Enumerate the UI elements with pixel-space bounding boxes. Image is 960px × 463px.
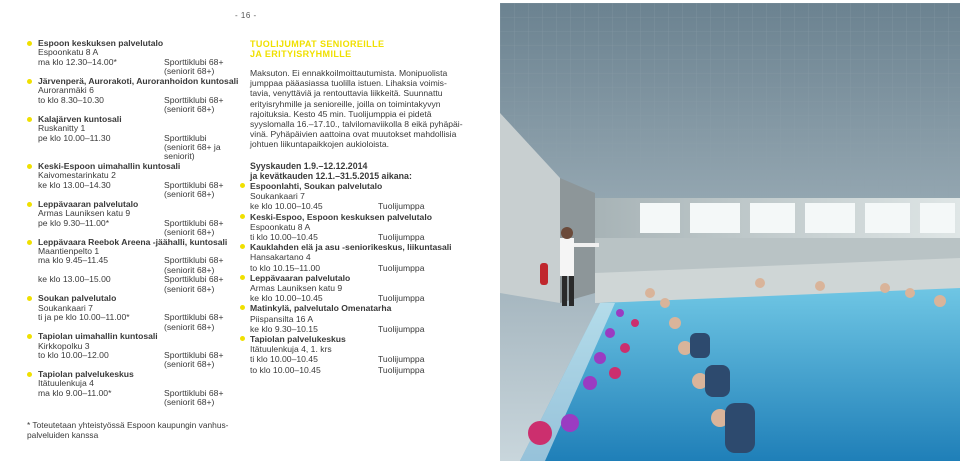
entry-title: Kalajärven kuntosali: [38, 113, 122, 124]
chair-gym-entry: [250, 334, 480, 375]
gym-entry: [38, 200, 248, 238]
entry-time: ti klo 10.00–10.45: [250, 232, 318, 243]
entry-address: Soukankaari 7: [250, 191, 305, 202]
entry-title: Keski-Espoo, Espoon keskuksen palvelutalo: [250, 211, 432, 222]
chair-gym-entry: [250, 242, 480, 273]
time-row: [250, 324, 480, 334]
gym-entry: [38, 162, 248, 200]
entry-address: Espoonkatu 8 A: [250, 221, 311, 232]
gym-entry: [38, 77, 248, 115]
time-row: [38, 398, 248, 407]
entry-title: Kauklahden elä ja asu -seniorikeskus, liikuntasali: [250, 242, 452, 253]
entry-audience: Sporttiklubi 68+: [164, 94, 224, 105]
entry-time: ke klo 10.00–10.45: [250, 293, 323, 304]
entry-time: to klo 10.00–10.45: [250, 364, 321, 375]
entry-audience: (seniorit 68+): [164, 189, 215, 200]
entry-time: ma klo 9.00–11.00*: [38, 387, 112, 398]
entry-title: Keski-Espoon uimahallin kuntosali: [38, 160, 181, 171]
gym-entry: [38, 39, 248, 77]
time-row: [38, 275, 248, 284]
entry-title: Tapiolan palvelukeskus: [250, 334, 346, 345]
entry-type: Tuolijumppa: [378, 201, 425, 212]
gym-entry: [38, 332, 248, 370]
entry-title: Tapiolan palvelukeskus: [38, 368, 134, 379]
intro-line: Maksuton. Ei ennakkoilmoittautumista. Monipuolista: [250, 68, 448, 78]
entry-audience: (seniorit 68+): [164, 104, 215, 115]
entry-title: Tapiolan uimahallin kuntosali: [38, 331, 158, 342]
entry-audience: (seniorit 68+): [164, 66, 215, 77]
spacer: [38, 143, 164, 152]
entry-audience: Sporttiklubi 68+: [164, 217, 224, 228]
time-row: [38, 313, 248, 322]
entry-time: to klo 8.30–10.30: [38, 94, 104, 105]
entry-time: ke klo 10.00–10.45: [250, 201, 323, 212]
bullet-icon: [240, 275, 245, 280]
bullet-icon: [27, 296, 32, 301]
entry-address: Soukankaari 7: [38, 302, 93, 313]
intro-line: johtuen liikuntapaikkojen aukioloista.: [250, 139, 390, 150]
entry-audience: Sporttiklubi 68+: [164, 56, 224, 67]
time-row: [250, 263, 480, 273]
bullet-icon: [240, 214, 245, 219]
entry-time: ti klo 10.00–10.45: [250, 354, 318, 365]
entry-audience: Sporttiklubi 68+: [164, 179, 224, 190]
entry-type: Tuolijumppa: [378, 262, 425, 273]
entry-time: ma klo 12.30–14.00*: [38, 56, 117, 67]
entry-audience: seniorit): [164, 151, 195, 162]
entry-address: Maantienpelto 1: [38, 245, 100, 256]
entry-address: Ruskanitty 1: [38, 123, 86, 134]
intro-line: tavia, venyttäviä ja rentouttavia liikkeitä. Suunnattu: [250, 88, 443, 99]
bullet-icon: [27, 202, 32, 207]
entry-address: Itätuulenkuja 4: [38, 378, 94, 389]
chair-gym-entry: [250, 303, 480, 334]
time-row: [250, 201, 480, 211]
entry-type: Tuolijumppa: [378, 232, 425, 243]
season-line: ja kevätkauden 12.1.–31.5.2015 aikana:: [250, 170, 412, 181]
entry-audience: Sporttiklubi: [164, 132, 207, 143]
bullet-icon: [240, 183, 245, 188]
entry-audience: Sporttiklubi 68+: [164, 387, 224, 398]
entry-time: ke klo 13.00–15.00: [38, 274, 111, 285]
chair-gym-entry: [250, 212, 480, 243]
entry-audience: (seniorit 68+): [164, 359, 215, 370]
bullet-icon: [27, 372, 32, 377]
time-row: [250, 232, 480, 242]
entry-title: Espoonlahti, Soukan palvelutalo: [250, 181, 383, 192]
chair-gym-entry: [250, 273, 480, 304]
entry-address: Auroranmäki 6: [38, 85, 94, 96]
time-row: [250, 354, 480, 364]
entry-audience: Sporttiklubi 68+: [164, 255, 224, 266]
chair-gym-entry: [250, 181, 480, 212]
entry-title: Soukan palvelutalo: [38, 293, 117, 304]
bullet-icon: [27, 41, 32, 46]
time-row: [38, 219, 248, 228]
entry-address: Itätuulenkuja 4, 1. krs: [250, 344, 332, 355]
gym-locations-list: [27, 38, 248, 440]
entry-audience: (seniorit 68+): [164, 283, 215, 294]
gym-entry: [38, 238, 248, 295]
spacer: [38, 398, 164, 407]
intro-line: rajoituksia. Kesto 45 min. Tuolijumppia ei pidetä: [250, 108, 432, 119]
section-heading: [250, 39, 480, 59]
time-row: [38, 351, 248, 360]
heading-line: TUOLIJUMPAT SENIOREILLE: [250, 39, 385, 49]
entry-time: to klo 10.00–12.00: [38, 349, 109, 360]
pool-exercise-photo: [500, 3, 960, 461]
entry-title: Leppävaaran palvelutalo: [250, 272, 351, 283]
page-number-left: - 16 -: [235, 11, 257, 20]
entry-audience: (seniorit 68+): [164, 264, 215, 275]
time-row: [38, 181, 248, 190]
footnote-line: palveluiden kanssa: [27, 430, 99, 440]
entry-address: Armas Launiksen katu 9: [38, 208, 131, 219]
entry-type: Tuolijumppa: [378, 354, 425, 365]
bullet-icon: [27, 117, 32, 122]
entry-address: Piispansilta 16 A: [250, 313, 314, 324]
entry-type: Tuolijumppa: [378, 364, 425, 375]
gym-entry: [38, 370, 248, 408]
chair-gym-section: [250, 39, 480, 375]
time-row: [38, 256, 248, 265]
entry-audience: (seniorit 68+): [164, 397, 215, 408]
entry-time: ke klo 13.00–14.30: [38, 179, 111, 190]
entry-time: ma klo 9.45–11.45: [38, 255, 109, 266]
heading-line: JA ERITYISRYHMILLE: [250, 49, 352, 59]
entry-audience: (seniorit 68+ ja: [164, 141, 221, 152]
season-dates: [250, 161, 480, 181]
entry-audience: Sporttiklubi 68+: [164, 274, 224, 285]
time-row: [38, 389, 248, 398]
entry-time: pe klo 10.00–11.30: [38, 132, 111, 143]
bullet-icon: [27, 164, 32, 169]
intro-line: syyslomalla 16.–17.10., talvilomaviikolla 8 eikä pyhäpäi-: [250, 119, 463, 130]
season-line: Syyskauden 1.9.–12.12.2014: [250, 160, 368, 171]
entry-title: Järvenperä, Aurorakoti, Auroranhoidon kuntosali: [38, 75, 239, 86]
time-row: [38, 58, 248, 67]
intro-line: vinä. Pyhäpäivien aattoina ovat muutokset mahdollisia: [250, 129, 457, 140]
entry-type: Tuolijumppa: [378, 323, 425, 334]
intro-paragraph: [250, 68, 480, 150]
entry-title: Leppävaara Reebok Areena -jäähalli, kuntosali: [38, 236, 228, 247]
time-row: [38, 143, 248, 152]
entry-time: pe klo 9.30–11.00*: [38, 217, 110, 228]
entry-address: Hansakartano 4: [250, 252, 311, 263]
footnote-line: * Toteutetaan yhteistyössä Espoon kaupungin vanhus-: [27, 420, 229, 430]
time-row: [250, 293, 480, 303]
intro-line: erityisryhmille ja senioreille, joilla on toimintakyvyn: [250, 98, 441, 109]
entry-audience: Sporttiklubi 68+: [164, 312, 224, 323]
entry-audience: Sporttiklubi 68+: [164, 349, 224, 360]
gym-entry: [38, 115, 248, 162]
entry-time: to klo 10.15–11.00: [250, 262, 321, 273]
bullet-icon: [27, 79, 32, 84]
gym-entry: [38, 294, 248, 332]
entry-address: Kaivomestarinkatu 2: [38, 170, 116, 181]
bullet-icon: [27, 334, 32, 339]
entry-address: Armas Launiksen katu 9: [250, 283, 343, 294]
entry-title: Matinkylä, palvelutalo Omenatarha: [250, 303, 392, 314]
bullet-icon: [27, 240, 32, 245]
entry-address: Espoonkatu 8 A: [38, 47, 99, 58]
intro-line: jumppaa pääasiassa tuolilla istuen. Lihaksia voimis-: [250, 78, 447, 89]
time-row: [250, 365, 480, 375]
entry-title: Leppävaaran palvelutalo: [38, 198, 139, 209]
entry-title: Espoon keskuksen palvelutalo: [38, 38, 164, 48]
entry-address: Kirkkopolku 3: [38, 340, 90, 351]
entry-audience: (seniorit 68+): [164, 227, 215, 238]
entry-type: Tuolijumppa: [378, 293, 425, 304]
entry-time: ti ja pe klo 10.00–11.00*: [38, 312, 130, 323]
entry-audience: (seniorit 68+): [164, 321, 215, 332]
time-row: [38, 96, 248, 105]
entry-time: ke klo 9.30–10.15: [250, 323, 318, 334]
footnote: [27, 420, 257, 440]
